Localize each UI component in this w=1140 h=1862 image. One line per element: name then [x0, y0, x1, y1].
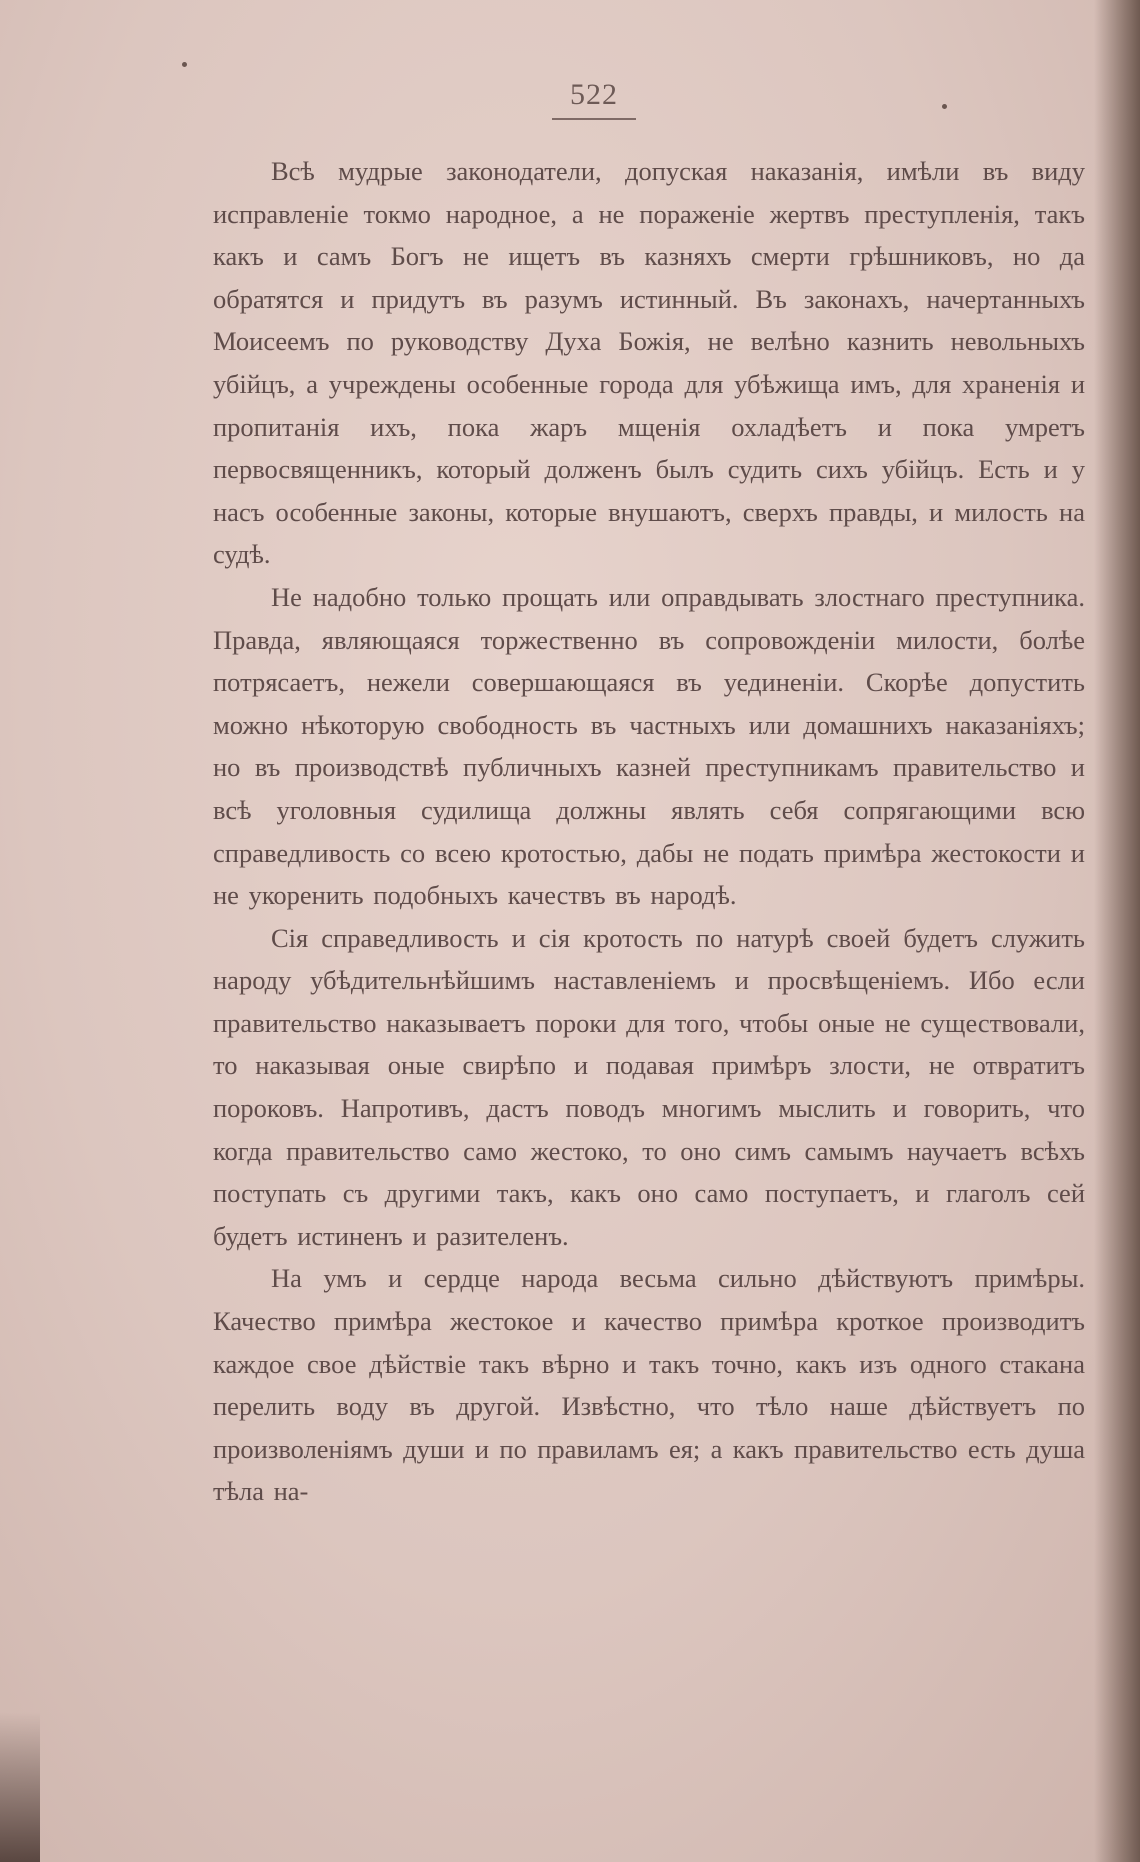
page-text — [213, 150, 1085, 1513]
page-corner-shadow — [0, 1712, 40, 1862]
page-header — [0, 78, 1140, 120]
page-edge-shadow — [1094, 0, 1140, 1862]
page-number: 522 — [552, 78, 636, 120]
paragraph: Сія справедливость и сія кротость по натурѣ своей будетъ служить народу убѣдительнѣйшимъ наставленіемъ и просвѣщеніемъ. Ибо если правительство наказываетъ пороки для того, чтобы оные не существовали, то наказывая оные свирѣпо и подавая примѣръ злости, не отвратитъ пороковъ. Напротивъ, дастъ поводъ многимъ мыслить и говорить, что когда правительство само жестоко, то оно симъ самымъ научаетъ всѣхъ поступать съ другими такъ, какъ оно само поступаетъ, и глаголъ сей будетъ истиненъ и разителенъ. — [213, 922, 1085, 1251]
speck — [182, 62, 187, 67]
paragraph: Не надобно только прощать или оправдывать злостнаго преступника. Правда, являющаяся торжественно въ сопровожденіи милости, болѣе потрясаетъ, нежели совершающаяся въ уединеніи. Скорѣе допустить можно нѣкоторую свободность въ частныхъ или домашнихъ наказаніяхъ; но въ производствѣ публичныхъ казней преступникамъ правительство и всѣ уголовныя судилища должны являть себя сопрягающими всю справедливость со всею кротостью, дабы не подать примѣра жестокости и не укоренить подобныхъ качествъ въ народѣ. — [213, 581, 1085, 911]
paragraph: На умъ и сердце народа весьма сильно дѣйствуютъ примѣры. Качество примѣра жестокое и качество примѣра кроткое производитъ каждое свое дѣйствіе такъ вѣрно и такъ точно, какъ изъ одного стакана перелить воду въ другой. Извѣстно, что тѣло наше дѣйствуетъ по произволеніямъ души и по правиламъ ея; а какъ правительство есть душа тѣла на- — [213, 1263, 1085, 1507]
paragraph: Всѣ мудрые законодатели, допуская наказанія, имѣли въ виду исправленіе токмо народное, а не пораженіе жертвъ преступленія, такъ какъ и самъ Богъ не ищетъ въ казняхъ смерти грѣшниковъ, но да обратятся и придутъ въ разумъ истинный. Въ законахъ, начертанныхъ Моисеемъ по руководству Духа Божія, не велѣно казнить невольныхъ убійцъ, а учреждены особенные города для убѣжища имъ, для храненія и пропитанія ихъ, пока жаръ мщенія охладѣетъ и пока умретъ первосвященникъ, который долженъ былъ судить сихъ убійцъ. Есть и у насъ особенные законы, которые внушаютъ, сверхъ правды, и милость на судѣ. — [213, 156, 1085, 570]
